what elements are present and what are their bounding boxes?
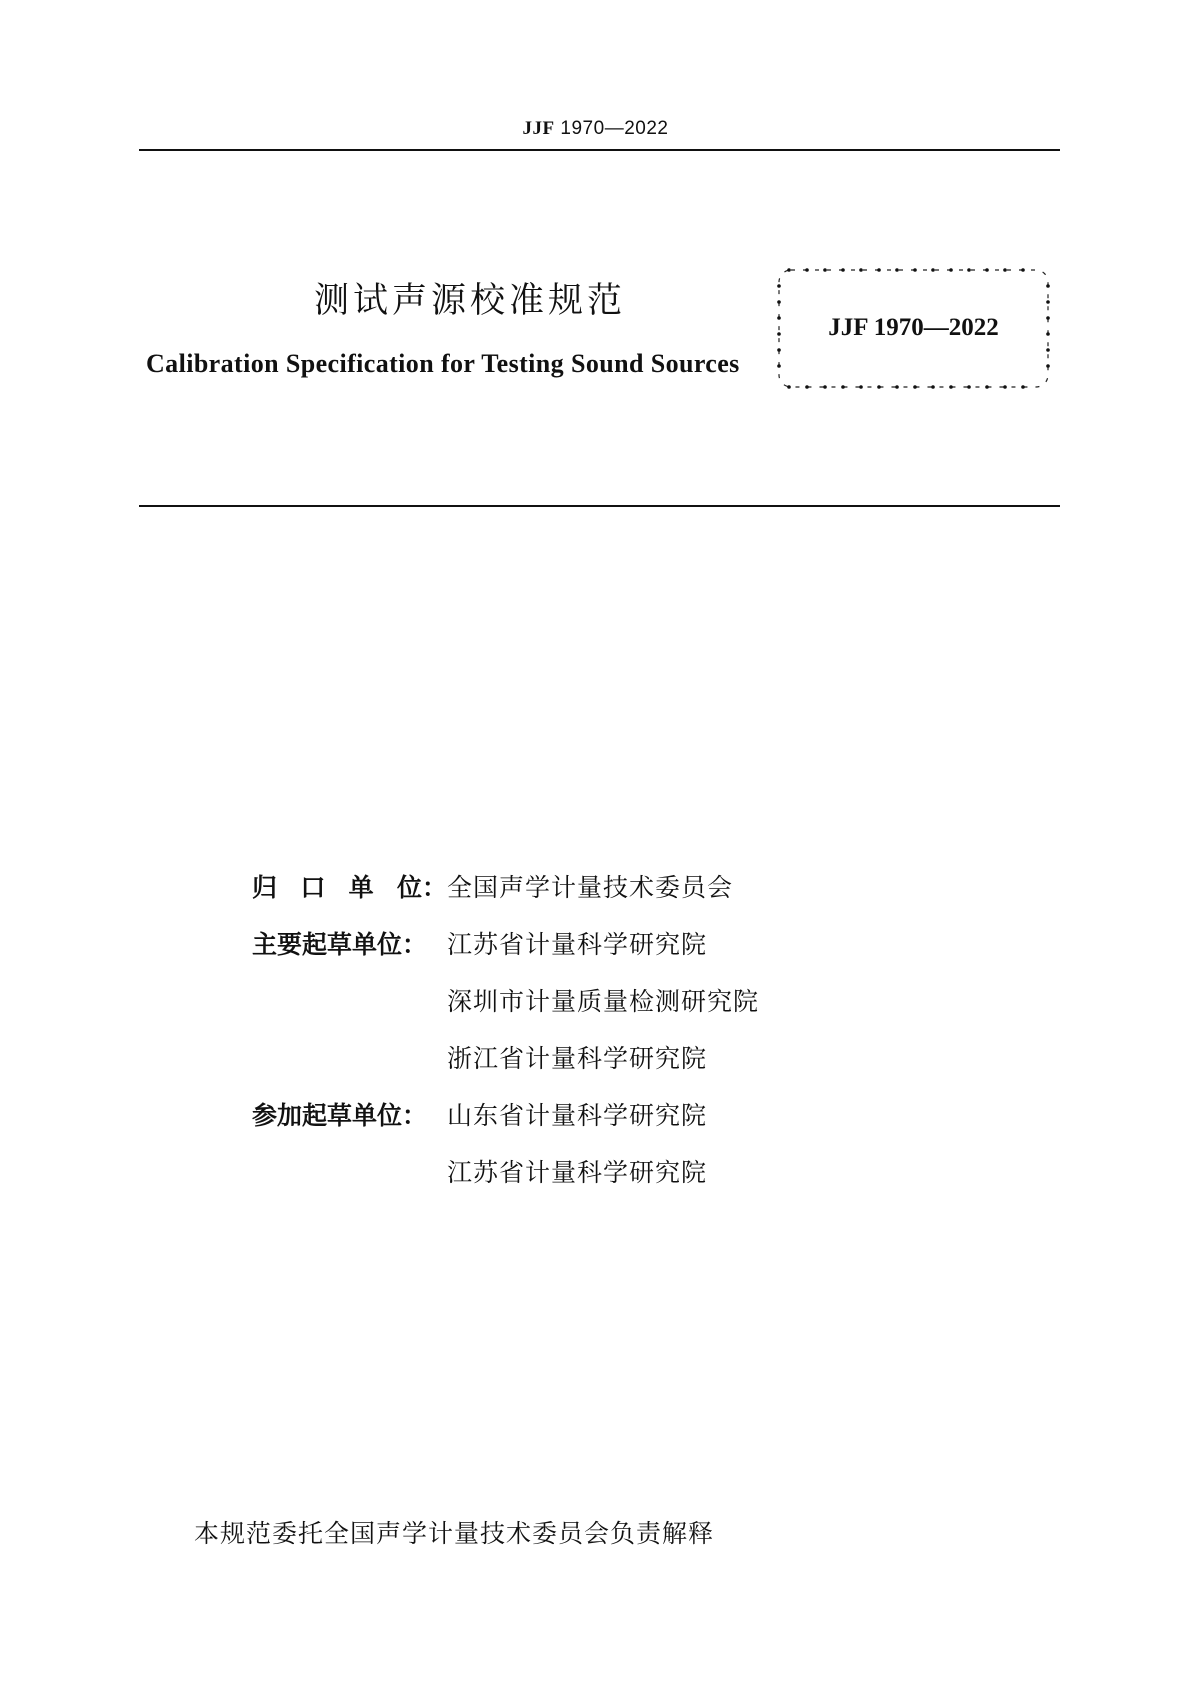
frame-dot	[949, 385, 953, 389]
title-english: Calibration Specification for Testing Sound Sources	[146, 349, 740, 378]
unit-value: 江苏省计量科学研究院	[447, 929, 708, 959]
frame-dot	[823, 268, 827, 272]
unit-label-centralized: 归 口 单 位：	[252, 872, 447, 902]
top-rule	[139, 149, 1060, 151]
header-code-prefix: JJF	[522, 118, 555, 139]
frame-dot	[787, 268, 791, 272]
frame-dot	[949, 268, 953, 272]
unit-label-participating: 参加起草单位：	[252, 1100, 428, 1130]
frame-dot	[895, 385, 899, 389]
unit-row	[252, 1085, 759, 1142]
header-code-number: 1970—2022	[560, 118, 669, 139]
frame-dot	[1046, 348, 1050, 352]
frame-dot	[931, 268, 935, 272]
frame-dot	[1046, 284, 1050, 288]
frame-dot	[877, 385, 881, 389]
frame-dot	[1003, 268, 1007, 272]
frame-dot	[985, 385, 989, 389]
middle-rule	[139, 505, 1060, 507]
frame-dot	[1003, 385, 1007, 389]
unit-value: 全国声学计量技术委员会	[447, 872, 734, 902]
frame-dot	[913, 268, 917, 272]
frame-dot	[931, 385, 935, 389]
code-frame	[775, 266, 1052, 391]
frame-dot	[1021, 385, 1025, 389]
frame-dot	[777, 348, 781, 352]
unit-row	[252, 857, 759, 914]
unit-row	[252, 971, 759, 1028]
unit-row	[252, 914, 759, 971]
frame-dot	[841, 268, 845, 272]
unit-row	[252, 1028, 759, 1085]
frame-dot	[777, 284, 781, 288]
unit-value: 深圳市计量质量检测研究院	[447, 986, 760, 1016]
frame-dot	[877, 268, 881, 272]
frame-dot	[859, 385, 863, 389]
frame-dot	[787, 385, 791, 389]
frame-dot	[841, 385, 845, 389]
unit-row	[252, 1142, 759, 1199]
frame-dot	[805, 385, 809, 389]
drafting-units	[252, 857, 759, 1199]
unit-value: 江苏省计量科学研究院	[447, 1157, 708, 1187]
frame-dot	[985, 268, 989, 272]
frame-dot	[805, 268, 809, 272]
page-header-code	[0, 118, 1191, 140]
unit-value: 浙江省计量科学研究院	[447, 1043, 708, 1073]
code-box-text: JJF 1970—2022	[828, 314, 999, 341]
unit-value: 山东省计量科学研究院	[447, 1100, 708, 1130]
unit-label-main-drafting: 主要起草单位：	[252, 929, 428, 959]
frame-dot	[1021, 268, 1025, 272]
frame-dot	[777, 300, 781, 304]
frame-dot	[1046, 364, 1050, 368]
frame-dot	[859, 268, 863, 272]
interpretation-note: 本规范委托全国声学计量技术委员会负责解释	[194, 1519, 715, 1548]
frame-dot	[967, 385, 971, 389]
frame-dot	[777, 364, 781, 368]
frame-dot	[967, 268, 971, 272]
frame-dot	[895, 268, 899, 272]
frame-dot	[913, 385, 917, 389]
frame-dot	[1046, 300, 1050, 304]
title-chinese: 测试声源校准规范	[313, 281, 626, 321]
frame-dot	[823, 385, 827, 389]
